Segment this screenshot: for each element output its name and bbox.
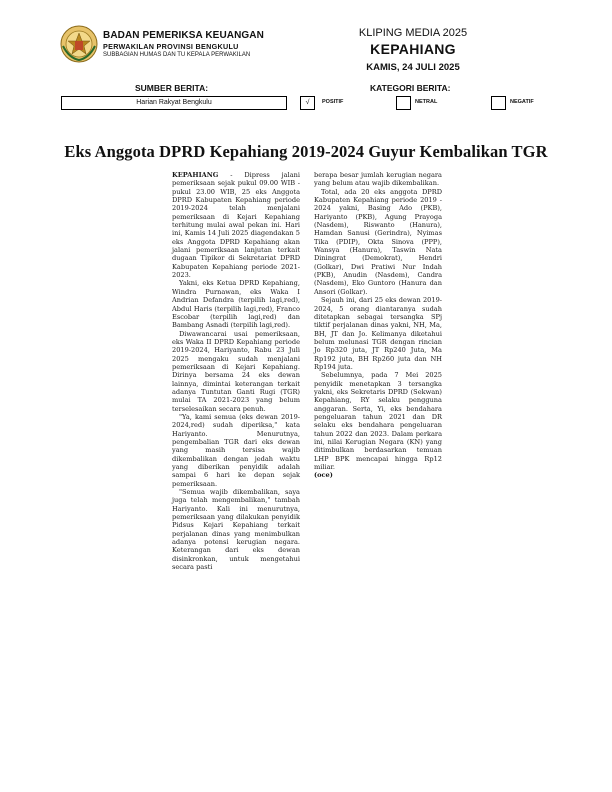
article-paragraph: Sejauh ini, dari 25 eks dewan 2019-2024, 5 orang diantaranya sudah ditetapkan sebagai tersangka SPj tiktif perjalanan dinas yakni, NH, Ma, BH, JT dan Jo. Kelimanya diketahui belum melunasi TGR dengan rincian Jo Rp320 juta, JT Rp240 Juta, Ma Rp192 juta, BH Rp260 juta dan NH Rp194 juta. xyxy=(314,296,442,371)
region-title: KEPAHIANG xyxy=(370,41,456,57)
article-paragraph: "Ya, kami semua (eks dewan 2019-2024,red) sudah diperiksa," kata Hariyanto. Menurutnya, pengembalian TGR dari eks dewan yang masih tersisa wajib dikembalikan dengan jedah waktu yang diberikan penyidik adalah sampai 6 hari ke depan sejak pemeriksaan. xyxy=(172,412,300,488)
article-paragraph: Diwawancarai usai pemeriksaan, eks Waka II DPRD Kepahiang periode 2019-2024, Hariyanto, Rabu 23 Juli 2025 mengaku sudah menjalani pemeriksaan di Kejari Kepahiang. Dirinya bersama 24 eks dewan lainnya, dimintai keterangan terkait adanya Tuntutan Ganti Rugi (TGR) mulai TA 2021-2023 yang belum terselesaikan secara penuh. xyxy=(172,329,300,413)
article-paragraph: "Semua wajib dikembalikan, saya juga telah mengembalikan," tambah Hariyanto. Kali ini menurutnya, pemeriksaan yang dilakukan penyidik Pidsus Kejari Kepahiang terkait perjalanan dinas yang menimbulkan adanya potensi kerugian negara. Keterangan dari eks dewan disinkronkan, untuk mengetahui secara pasti xyxy=(172,488,300,572)
article-paragraph: berapa besar jumlah kerugian negara yang belum atau wajib dikembalikan. xyxy=(314,171,442,188)
negatif-label: NEGATIF xyxy=(510,99,534,105)
category-label: KATEGORI BERITA: xyxy=(370,83,451,93)
bpk-emblem-icon xyxy=(59,24,99,64)
negatif-checkbox xyxy=(491,96,506,110)
article-paragraph: Total, ada 20 eks anggota DPRD Kabupaten Kepahiang periode 2019 - 2024 yakni, Basing Ado (PKB), Hariyanto (PKB), Agung Prayoga (Nasdem), Riswanto (Hanura), Hamdan Sanusi (Gerindra), Nyimas Tika (PDIP), Okta Sinova (PPP), Wansya (Hanura), Taswin Nata Diningrat (Demokrat), Hendri (Golkar), Dwi Pratiwi Nur Indah (PKB), Anudin (Nasdem), Candra (Nasdem), Eko Guntoro (Hanura dan Ansori (Golkar). xyxy=(314,187,442,296)
source-label: SUMBER BERITA: xyxy=(135,83,209,93)
article-headline: Eks Anggota DPRD Kepahiang 2019-2024 Guyur Kembalikan TGR xyxy=(64,142,548,161)
organization-block xyxy=(103,31,264,58)
source-field: Harian Rakyat Bengkulu xyxy=(61,96,287,110)
netral-checkbox xyxy=(396,96,411,110)
kliping-block xyxy=(330,28,496,73)
netral-label: NETRAL xyxy=(415,99,438,105)
article-paragraph: KEPAHIANG - Dipress jalani pemeriksaan sejak pukul 09.00 WIB - pukul 23.00 WIB, 25 eks Anggota DPRD Kabupaten Kepahiang periode 2019-2024 telah menjalani pemeriksaan di Kejari Kepahiang terhitung mulai awal pekan ini. Hari ini, Kamis 14 Juli 2025 diagendakan 5 eks Anggota DPRD Kepahiang akan jalani pemeriksaan lanjutan terkait dugaan Tipikor di Sekretariat DPRD Kabupaten Kepahiang periode 2021-2023. xyxy=(172,171,300,280)
article-signature: (oce) xyxy=(314,471,333,480)
kliping-title: KLIPING MEDIA 2025 xyxy=(358,27,468,39)
article-paragraph: Sebelumnya, pada 7 Mei 2025 penyidik menetapkan 3 tersangka yakni, eks Sekretaris DPRD (Sekwan) Kepahiang, RY selaku pengguna anggaran. Serta, Yi, eks bendahara pengeluaran tahun 2021 dan DR selaku eks bendahara pengeluaran tahun 2022 dan 2023. Dalam perkara ini, nilai Kerugian Negara (KN) yang ditimbulkan berdasarkan temuan LHP BPK mencapai hingga Rp12 miliar. xyxy=(314,371,442,472)
article-paragraph: Yakni, eks Ketua DPRD Kepahiang, Windra Purnawan, eks Waka I Andrian Defandra (terpilih lagi,red), Abdul Haris (terpilih lagi,red), Franco Escobar (terpilih lagi,red) dan Bambang Asnadi (terpilih lagi,red). xyxy=(172,279,300,330)
article-column-1 xyxy=(172,171,300,572)
article-column-2 xyxy=(314,171,442,480)
publication-date: KAMIS, 24 JULI 2025 xyxy=(366,62,460,73)
article-byline: KEPAHIANG xyxy=(172,171,219,179)
org-branch: PERWAKILAN PROVINSI BENGKULU xyxy=(103,42,239,51)
org-name: BADAN PEMERIKSA KEUANGAN xyxy=(103,30,264,41)
positif-label: POSITIF xyxy=(322,99,344,105)
positif-checkbox: √ xyxy=(300,96,315,110)
org-division: SUBBAGIAN HUMAS DAN TU KEPALA PERWAKILAN xyxy=(103,52,251,59)
